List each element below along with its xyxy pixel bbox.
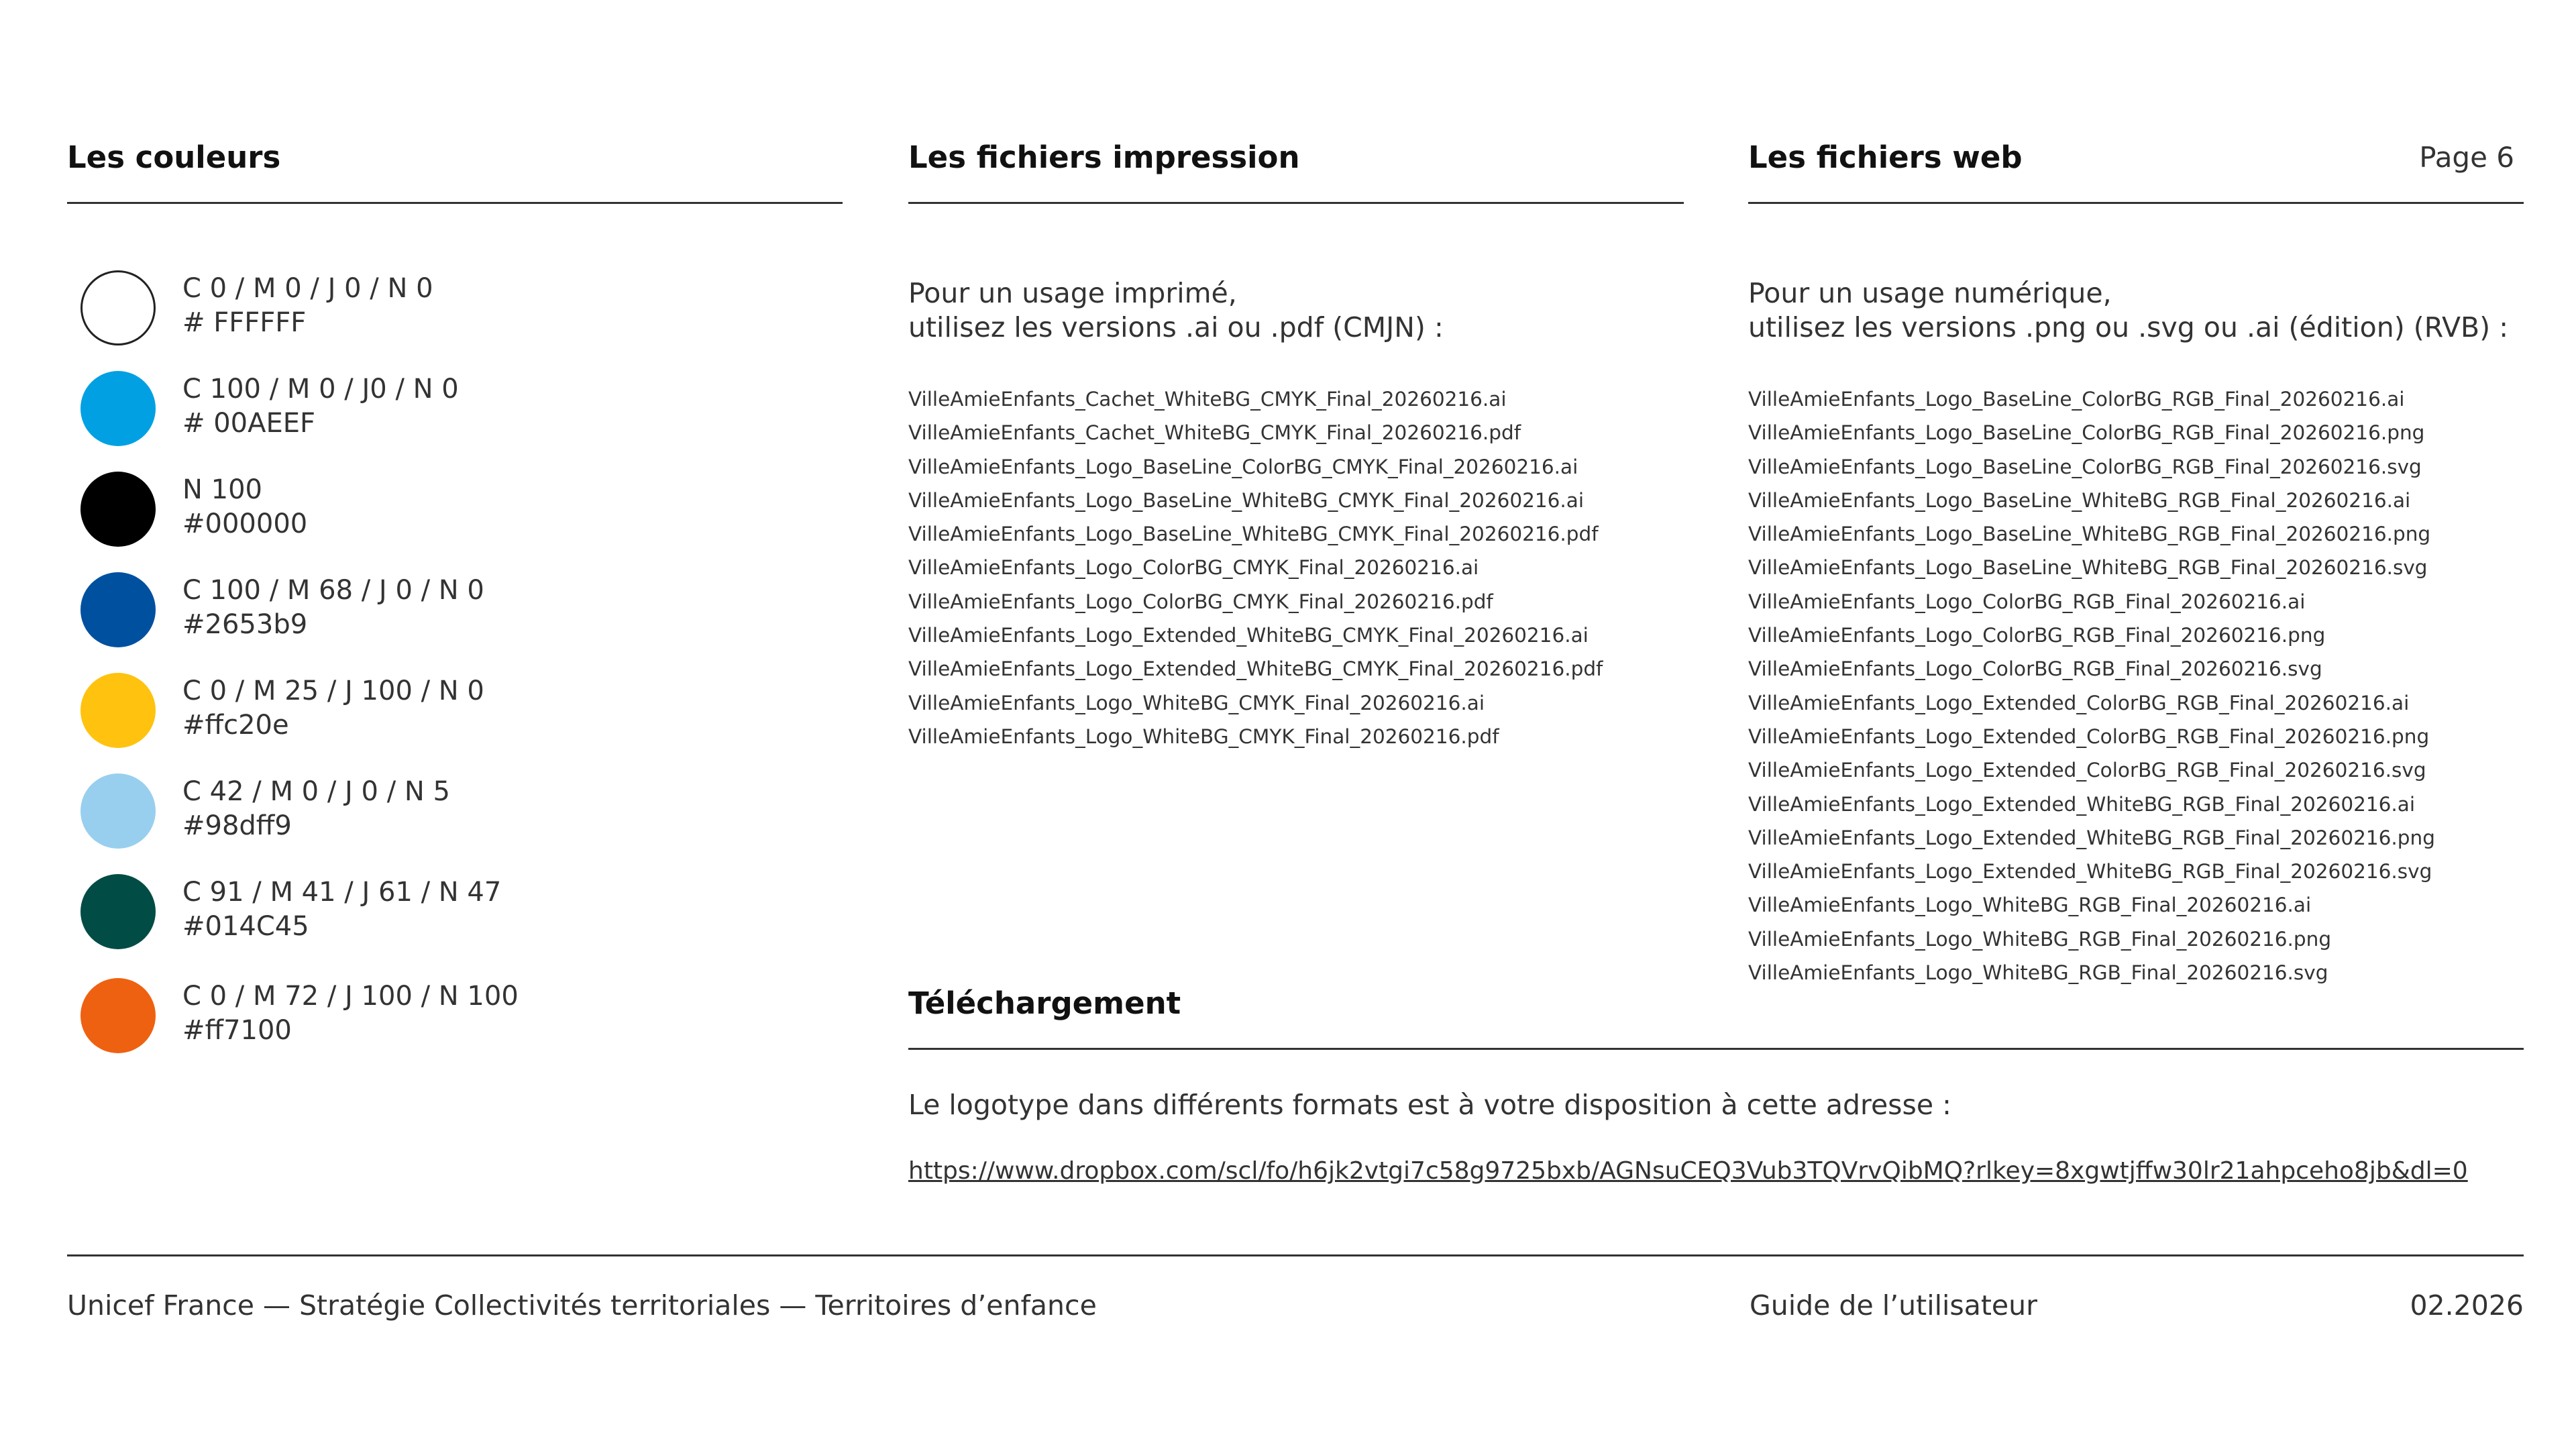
print-file-name: VilleAmieEnfants_Logo_BaseLine_WhiteBG_CMYK_Final_20260216.pdf xyxy=(908,523,1599,546)
web-intro xyxy=(1748,276,2508,345)
web-divider xyxy=(1748,202,2524,204)
web-intro-line: Pour un usage numérique, xyxy=(1748,277,2112,309)
color-hex: #000000 xyxy=(182,508,308,539)
web-file-name: VilleAmieEnfants_Logo_ColorBG_RGB_Final_20260216.png xyxy=(1748,624,2326,647)
color-label xyxy=(182,875,501,944)
colors-divider xyxy=(67,202,843,204)
color-swatch xyxy=(80,572,156,647)
print-intro xyxy=(908,276,1444,345)
web-file-name: VilleAmieEnfants_Logo_WhiteBG_RGB_Final_20260216.ai xyxy=(1748,894,2312,917)
page-number: Page 6 xyxy=(2419,141,2514,174)
print-file-name: VilleAmieEnfants_Logo_BaseLine_WhiteBG_CMYK_Final_20260216.ai xyxy=(908,488,1585,512)
color-label xyxy=(182,372,459,441)
web-file-name: VilleAmieEnfants_Logo_WhiteBG_RGB_Final_20260216.png xyxy=(1748,927,2332,951)
print-file-name: VilleAmieEnfants_Logo_WhiteBG_CMYK_Final_20260216.pdf xyxy=(908,724,1499,748)
web-file-name: VilleAmieEnfants_Logo_Extended_ColorBG_RGB_Final_20260216.ai xyxy=(1748,691,2410,714)
print-file-name: VilleAmieEnfants_Logo_WhiteBG_CMYK_Final_20260216.ai xyxy=(908,691,1485,714)
web-file-name: VilleAmieEnfants_Logo_Extended_ColorBG_RGB_Final_20260216.svg xyxy=(1748,759,2426,782)
footer-organization: Unicef France — Stratégie Collectivités territoriales — Territoires d’enfance xyxy=(67,1289,1097,1322)
color-swatch xyxy=(80,270,156,345)
color-swatch xyxy=(80,978,156,1053)
web-file-name: VilleAmieEnfants_Logo_WhiteBG_RGB_Final_20260216.svg xyxy=(1748,961,2328,985)
color-label xyxy=(182,272,433,340)
color-code: C 0 / M 0 / J 0 / N 0 xyxy=(182,273,433,304)
color-label xyxy=(182,979,519,1048)
print-file-list xyxy=(908,382,1603,753)
web-file-name: VilleAmieEnfants_Logo_Extended_WhiteBG_RGB_Final_20260216.png xyxy=(1748,826,2435,849)
web-file-name: VilleAmieEnfants_Logo_Extended_WhiteBG_RGB_Final_20260216.svg xyxy=(1748,860,2432,883)
color-hex: #ff7100 xyxy=(182,1015,292,1046)
color-label xyxy=(182,574,484,642)
web-file-name: VilleAmieEnfants_Logo_ColorBG_RGB_Final_20260216.ai xyxy=(1748,590,2306,613)
print-file-name: VilleAmieEnfants_Logo_Extended_WhiteBG_CMYK_Final_20260216.ai xyxy=(908,624,1589,647)
print-file-name: VilleAmieEnfants_Logo_Extended_WhiteBG_CMYK_Final_20260216.pdf xyxy=(908,657,1603,681)
download-link[interactable]: https://www.dropbox.com/scl/fo/h6jk2vtgi7c58g9725bxb/AGNsuCEQ3Vub3TQVrvQibMQ?rlkey=8xgwtjffw30lr21ahpceho8jb&dl=0 xyxy=(908,1157,2468,1185)
web-file-list xyxy=(1748,382,2435,989)
color-hex: # 00AEEF xyxy=(182,408,316,439)
print-divider xyxy=(908,202,1684,204)
color-hex: #98dff9 xyxy=(182,810,292,841)
print-file-name: VilleAmieEnfants_Cachet_WhiteBG_CMYK_Final_20260216.ai xyxy=(908,388,1507,411)
color-label xyxy=(182,674,484,743)
footer-date: 02.2026 xyxy=(2410,1289,2524,1322)
color-swatch xyxy=(80,874,156,949)
color-code: C 91 / M 41 / J 61 / N 47 xyxy=(182,877,502,908)
web-file-name: VilleAmieEnfants_Logo_BaseLine_ColorBG_RGB_Final_20260216.ai xyxy=(1748,388,2405,411)
web-file-name: VilleAmieEnfants_Logo_BaseLine_ColorBG_RGB_Final_20260216.svg xyxy=(1748,455,2422,478)
web-file-name: VilleAmieEnfants_Logo_BaseLine_WhiteBG_RGB_Final_20260216.ai xyxy=(1748,488,2411,512)
footer-guide-title: Guide de l’utilisateur xyxy=(1750,1289,2037,1322)
web-file-name: VilleAmieEnfants_Logo_Extended_WhiteBG_RGB_Final_20260216.ai xyxy=(1748,792,2416,816)
print-file-name: VilleAmieEnfants_Cachet_WhiteBG_CMYK_Final_20260216.pdf xyxy=(908,421,1521,445)
color-swatch xyxy=(80,673,156,748)
print-file-name: VilleAmieEnfants_Logo_ColorBG_CMYK_Final_20260216.pdf xyxy=(908,590,1493,613)
download-heading: Téléchargement xyxy=(908,985,1181,1021)
web-file-name: VilleAmieEnfants_Logo_BaseLine_ColorBG_RGB_Final_20260216.png xyxy=(1748,421,2425,445)
color-code: C 0 / M 25 / J 100 / N 0 xyxy=(182,676,484,706)
print-file-name: VilleAmieEnfants_Logo_ColorBG_CMYK_Final_20260216.ai xyxy=(908,556,1479,580)
color-code: C 0 / M 72 / J 100 / N 100 xyxy=(182,981,519,1012)
color-hex: #ffc20e xyxy=(182,710,289,741)
web-file-name: VilleAmieEnfants_Logo_BaseLine_WhiteBG_RGB_Final_20260216.svg xyxy=(1748,556,2428,580)
web-file-name: VilleAmieEnfants_Logo_ColorBG_RGB_Final_20260216.svg xyxy=(1748,657,2322,681)
color-swatch xyxy=(80,472,156,547)
download-divider xyxy=(908,1048,2524,1050)
color-code: C 100 / M 0 / J0 / N 0 xyxy=(182,374,459,405)
color-code: C 100 / M 68 / J 0 / N 0 xyxy=(182,575,484,606)
color-hex: #014C45 xyxy=(182,911,309,942)
footer-divider xyxy=(67,1254,2524,1256)
color-swatch xyxy=(80,371,156,446)
color-hex: # FFFFFF xyxy=(182,307,307,338)
web-intro-line: utilisez les versions .png ou .svg ou .ai (édition) (RVB) : xyxy=(1748,311,2509,343)
download-description: Le logotype dans différents formats est à votre disposition à cette adresse : xyxy=(908,1089,1951,1121)
color-code: N 100 xyxy=(182,474,262,505)
print-files-heading: Les fichiers impression xyxy=(908,140,1300,175)
color-label xyxy=(182,473,307,541)
color-label xyxy=(182,775,450,843)
print-intro-line: Pour un usage imprimé, xyxy=(908,277,1237,309)
print-file-name: VilleAmieEnfants_Logo_BaseLine_ColorBG_CMYK_Final_20260216.ai xyxy=(908,455,1578,478)
color-code: C 42 / M 0 / J 0 / N 5 xyxy=(182,776,450,807)
color-hex: #2653b9 xyxy=(182,609,308,640)
print-intro-line: utilisez les versions .ai ou .pdf (CMJN) : xyxy=(908,311,1444,343)
web-file-name: VilleAmieEnfants_Logo_Extended_ColorBG_RGB_Final_20260216.png xyxy=(1748,724,2430,748)
web-file-name: VilleAmieEnfants_Logo_BaseLine_WhiteBG_RGB_Final_20260216.png xyxy=(1748,523,2431,546)
color-swatch xyxy=(80,773,156,849)
web-files-heading: Les fichiers web xyxy=(1748,140,2023,175)
colors-heading: Les couleurs xyxy=(67,140,281,175)
